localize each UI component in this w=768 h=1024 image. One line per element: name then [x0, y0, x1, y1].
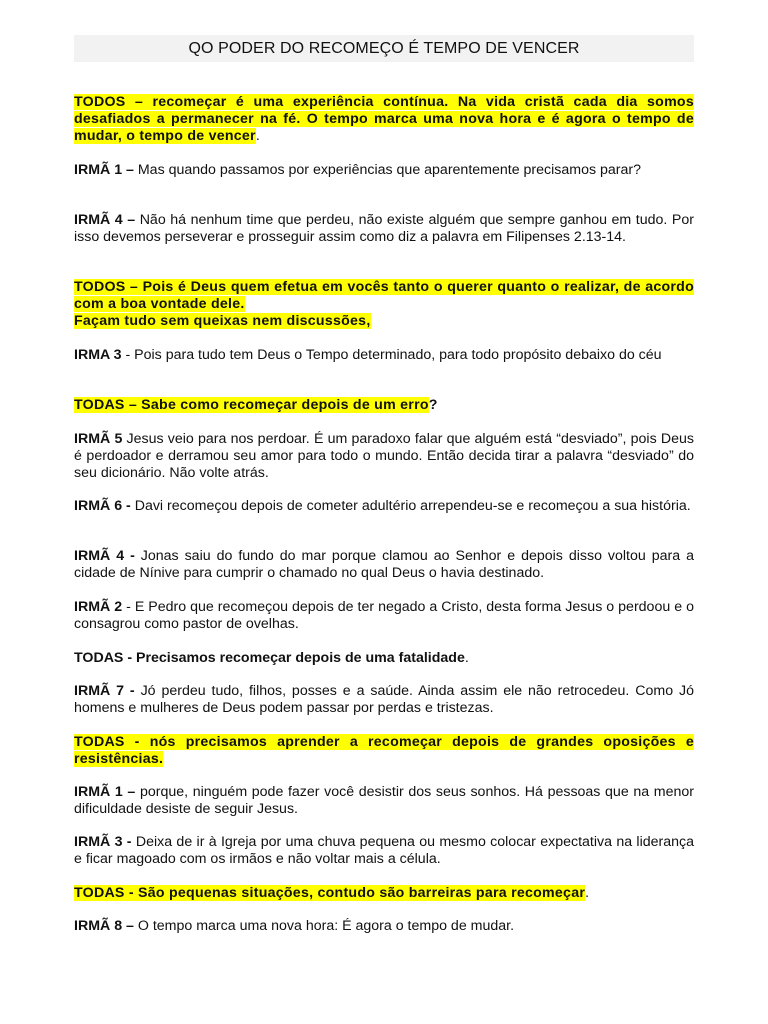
paragraph-text: - E Pedro que recomeçou depois de ter negado a Cristo, desta forma Jesus o perdoou e o consagrou como pastor de ovelhas. — [74, 599, 694, 632]
paragraph-text: ? — [428, 397, 438, 413]
speaker-label: IRMÃ 1 – — [74, 784, 140, 800]
paragraph-text: porque, ninguém pode fazer você desistir dos seus sonhos. Há pessoas que na menor dificuldade desiste de seguir Jesus. — [74, 784, 694, 817]
speaker-label: IRMÃ 4 – — [74, 212, 140, 228]
paragraph-irma-8 — [74, 918, 694, 935]
paragraph-todas-2 — [74, 650, 694, 667]
paragraph-todos-1 — [74, 94, 694, 145]
paragraph-text: Jonas saiu do fundo do mar porque clamou ao Senhor e depois disso voltou para a cidade de Nínive para cumprir o chamado no qual Deus o havia destinado. — [74, 548, 694, 581]
paragraph-irma-6 — [74, 498, 694, 515]
paragraph-text: - Pois para tudo tem Deus o Tempo determinado, para todo propósito debaixo do céu — [121, 347, 662, 363]
bold-text: Precisamos recomeçar depois de uma fatalidade — [136, 650, 465, 666]
paragraph-irma-5 — [74, 431, 694, 482]
paragraph-text: Não há nenhum time que perdeu, não existe alguém que sempre ganhou em tudo. Por isso devemos perseverar e prosseguir assim como diz a palavra em Filipenses 2.13-14. — [74, 212, 694, 245]
paragraph-text: . — [464, 650, 469, 666]
speaker-label: IRMÃ 5 — [74, 431, 123, 447]
highlighted-text: TODAS - São pequenas situações, contudo são barreiras para recomeçar — [74, 885, 586, 901]
paragraph-irma-2 — [74, 599, 694, 633]
paragraph-todas-3 — [74, 734, 694, 768]
paragraph-todas-1 — [74, 397, 694, 414]
paragraph-todos-2 — [74, 279, 694, 330]
speaker-label: TODOS – — [74, 94, 153, 110]
paragraph-irma-3 — [74, 347, 694, 364]
paragraph-text: O tempo marca uma nova hora: É agora o tempo de mudar. — [137, 918, 515, 934]
speaker-label: IRMÃ 3 - — [74, 834, 136, 850]
speaker-label: IRMÃ 2 — [74, 599, 123, 615]
speaker-label: IRMÃ 4 - — [74, 548, 141, 564]
paragraph-irma-4 — [74, 212, 694, 246]
highlighted-text: TODAS – Sabe como recomeçar depois de um erro — [74, 397, 429, 413]
highlighted-text: recomeçar é uma experiência contínua. Na vida cristã cada dia somos desafiados a permanecer na fé. O tempo marca uma nova hora e é agora o tempo de mudar, o tempo de vencer — [74, 94, 694, 144]
paragraph-irma-1 — [74, 162, 694, 179]
paragraph-irma-7 — [74, 683, 694, 717]
speaker-label: IRMÃ 7 - — [74, 683, 141, 699]
highlighted-text: TODAS - nós precisamos aprender a recomeçar depois de grandes oposições e resistências. — [74, 734, 694, 767]
speaker-label: TODOS – — [74, 279, 143, 295]
paragraph-text: Davi recomeçou depois de cometer adultério arrependeu-se e recomeçou a sua história. — [134, 498, 691, 514]
paragraph-text: . — [585, 885, 590, 901]
paragraph-todas-4 — [74, 885, 694, 902]
speaker-label: IRMÃ 1 – — [74, 162, 138, 178]
speaker-label: IRMÃ 6 - — [74, 498, 135, 514]
paragraph-irma-4b — [74, 548, 694, 582]
paragraph-text: Mas quando passamos por experiências que aparentemente precisamos parar? — [137, 162, 642, 178]
paragraph-text: . — [255, 128, 260, 144]
document-title: QO PODER DO RECOMEÇO É TEMPO DE VENCER — [188, 40, 580, 57]
speaker-label: IRMA 3 — [74, 347, 122, 363]
paragraph-irma-3b — [74, 834, 694, 868]
speaker-label: TODAS - — [74, 650, 137, 666]
paragraph-text: Jesus veio para nos perdoar. É um paradoxo falar que alguém está “desviado”, pois Deus é perdoador e derramou seu amor para todo o mundo. Então decida tirar a palavra “desviado” do seu dicionário. Não volte atrás. — [74, 431, 694, 481]
paragraph-text: Deixa de ir à Igreja por uma chuva pequena ou mesmo colocar expectativa na liderança e ficar magoado com os irmãos e não voltar mais a célula. — [74, 834, 694, 867]
paragraph-text: Jó perdeu tudo, filhos, posses e a saúde. Ainda assim ele não retrocedeu. Como Jó homens e mulheres de Deus podem passar por perdas e tristezas. — [74, 683, 694, 716]
highlighted-text: Pois é Deus quem efetua em vocês tanto o querer quanto o realizar, de acordo com a boa vontade dele. — [74, 279, 695, 312]
speaker-label: IRMÃ 8 – — [74, 918, 138, 934]
highlighted-text: Façam tudo sem queixas nem discussões, — [74, 313, 371, 329]
paragraph-irma-1b — [74, 784, 694, 818]
